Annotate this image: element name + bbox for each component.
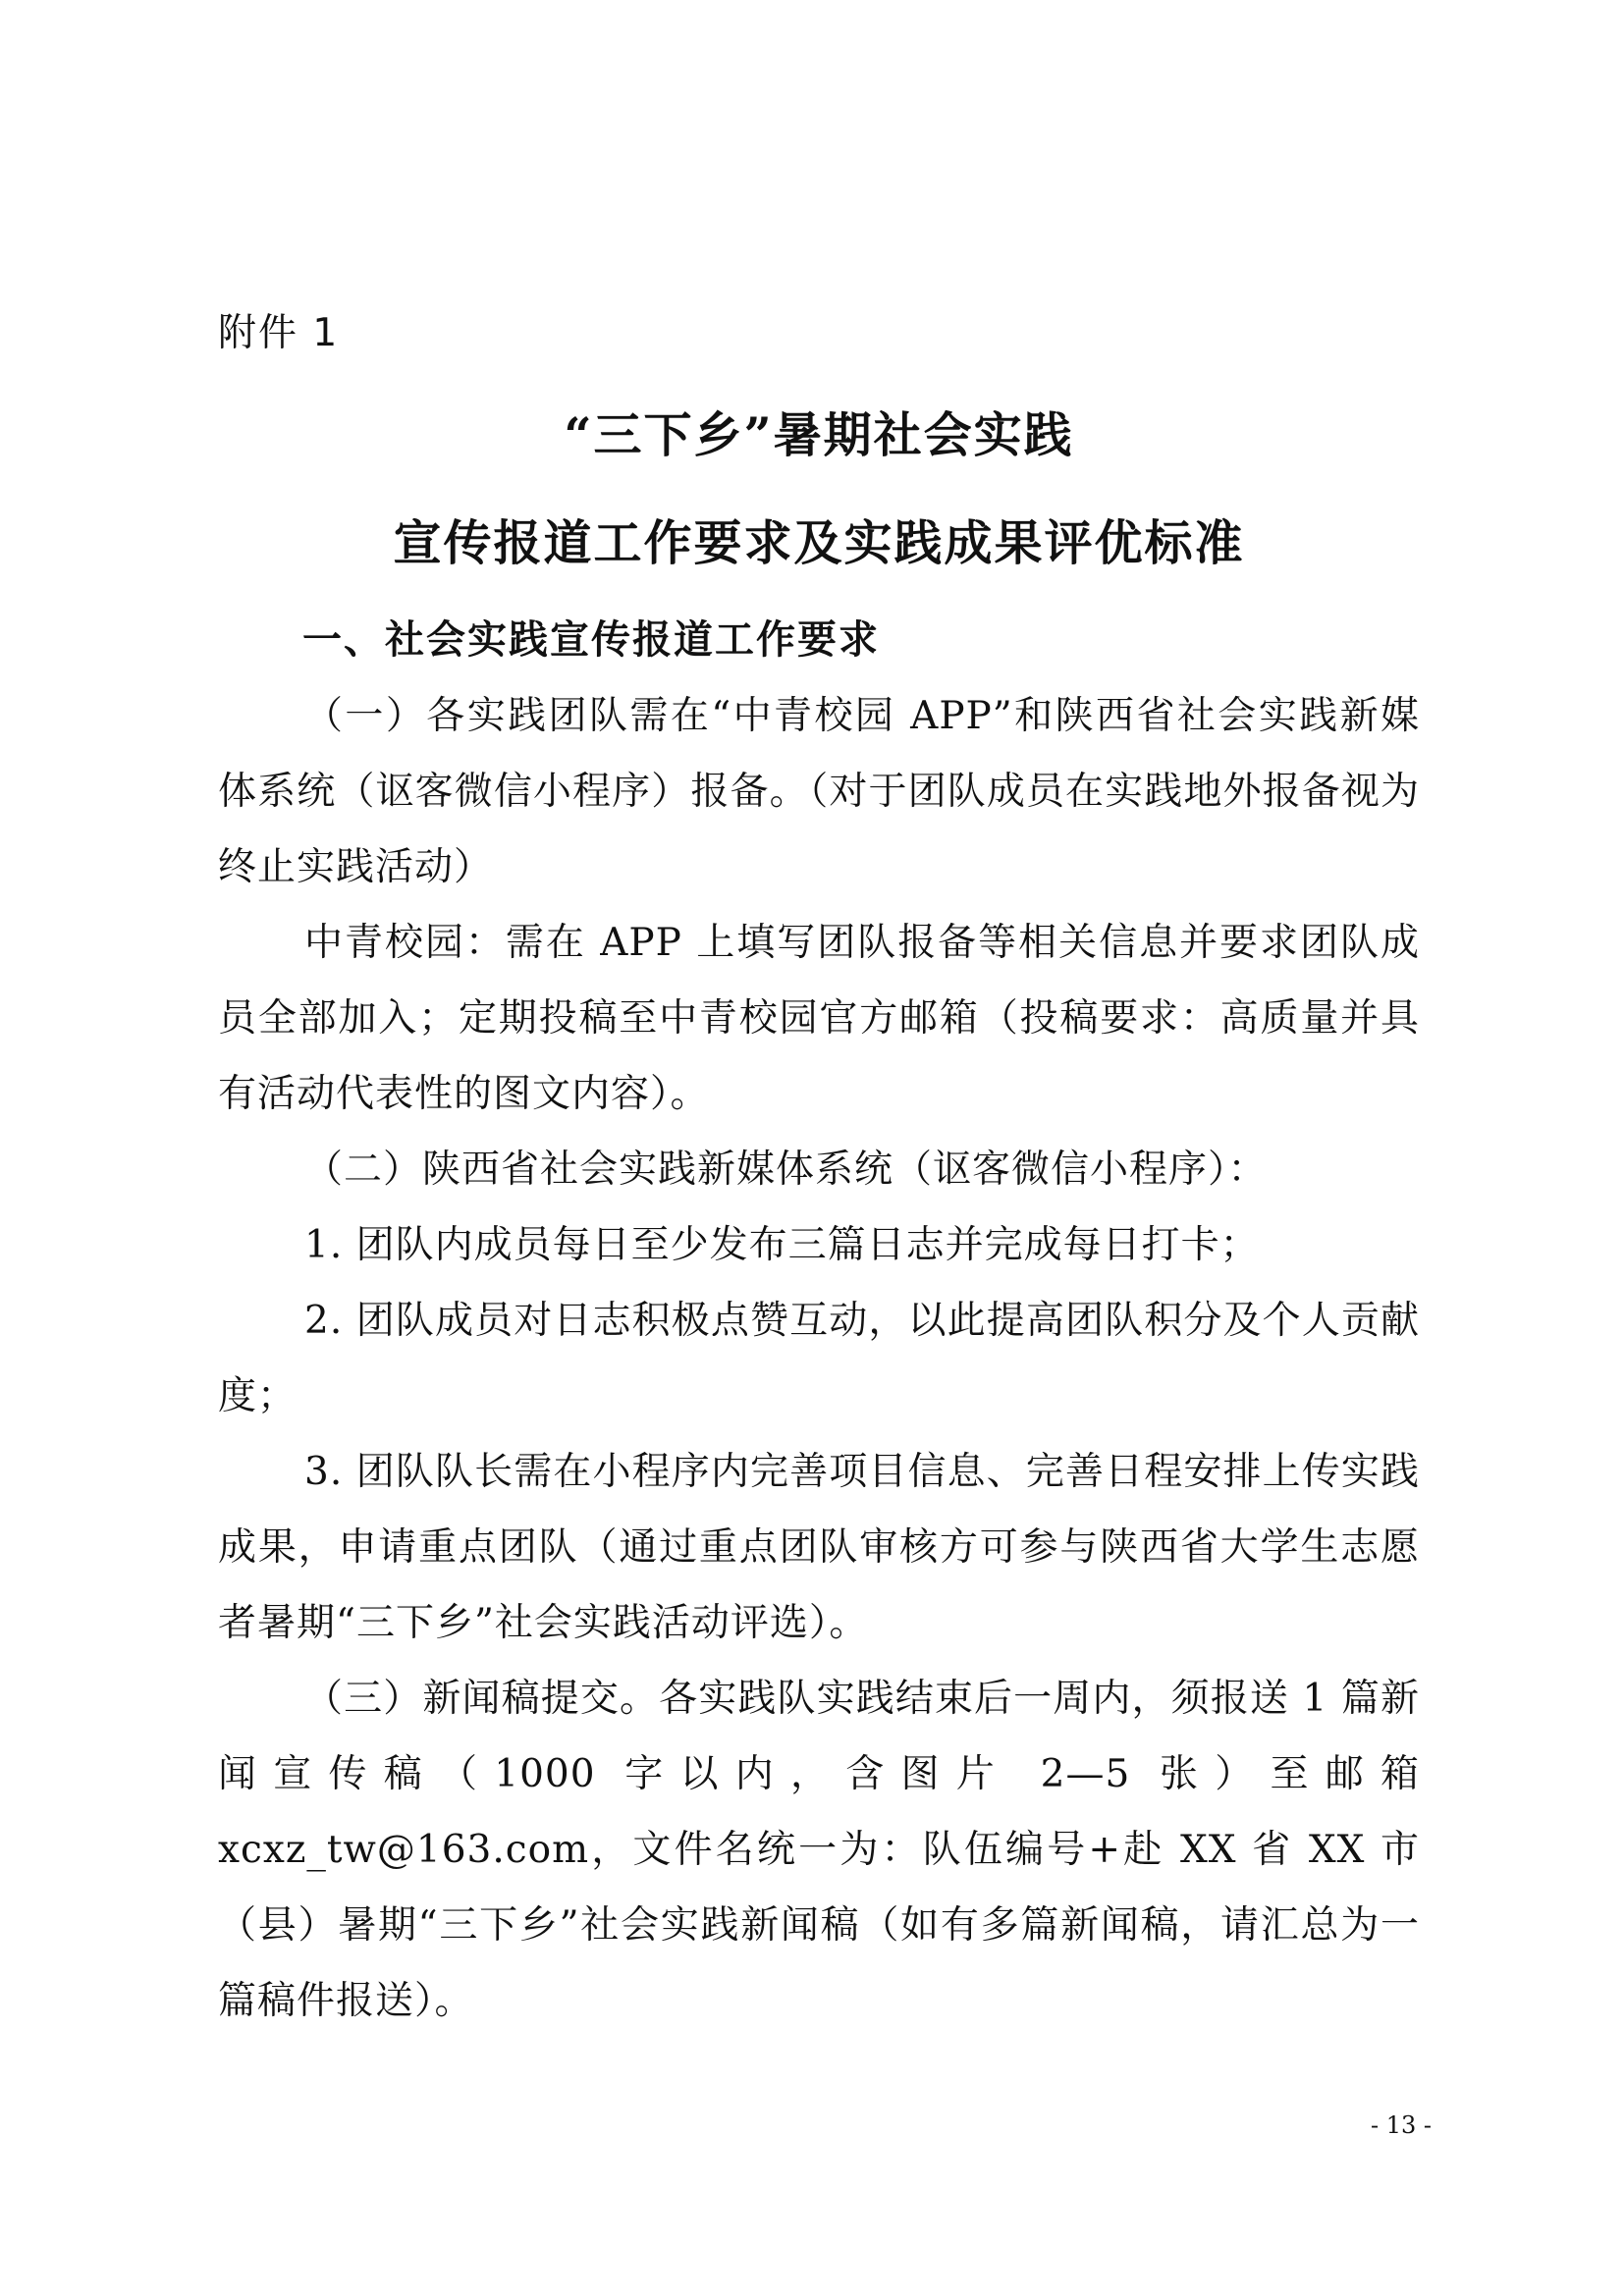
paragraph-item-2: 2. 团队成员对日志积极点赞互动，以此提高团队积分及个人贡献度； xyxy=(218,1299,1420,1418)
paragraph-zhongqing-campus: 中青校园：需在 APP 上填写团队报备等相关信息并要求团队成员全部加入；定期投稿至中青校园官方邮箱（投稿要求：高质量并具有活动代表性的图文内容）。 xyxy=(218,921,1420,1116)
attachment-label: 附件 1 xyxy=(218,311,340,355)
paragraph-item-1: 1. 团队内成员每日至少发布三篇日志并完成每日打卡； xyxy=(304,1223,1260,1267)
section-heading: 一、社会实践宣传报道工作要求 xyxy=(302,617,880,663)
paragraph-media-system: （二）陕西省社会实践新媒体系统（讴客微信小程序）： xyxy=(304,1148,1268,1192)
paragraph-registration: （一）各实践团队需在“中青校园 APP”和陕西省社会实践新媒体系统（讴客微信小程序）报备。（对于团队成员在实践地外报备视为终止实践活动） xyxy=(218,694,1420,889)
paragraph-item-3: 3. 团队队长需在小程序内完善项目信息、完善日程安排上传实践成果，申请重点团队（通过重点团队审核方可参与陕西省大学生志愿者暑期“三下乡”社会实践活动评选）。 xyxy=(218,1450,1420,1645)
page-number: - 13 - xyxy=(1371,2111,1433,2139)
document-title-line-1: “三下乡”暑期社会实践 xyxy=(564,406,1074,463)
paragraph-news-submission: （三）新闻稿提交。各实践队实践结束后一周内，须报送 1 篇新闻宣传稿（1000 字以内，含图片 2—5 张）至邮箱 xcxz_tw@163.com，文件名统一为：队伍编号+赴 XX 省 XX 市（县）暑期“三下乡”社会实践新闻稿（如有多篇新闻稿，请汇总为一篇稿件报送）。 xyxy=(218,1677,1420,2023)
document-title-line-2: 宣传报道工作要求及实践成果评优标准 xyxy=(393,514,1245,571)
document-body xyxy=(218,678,1420,2039)
